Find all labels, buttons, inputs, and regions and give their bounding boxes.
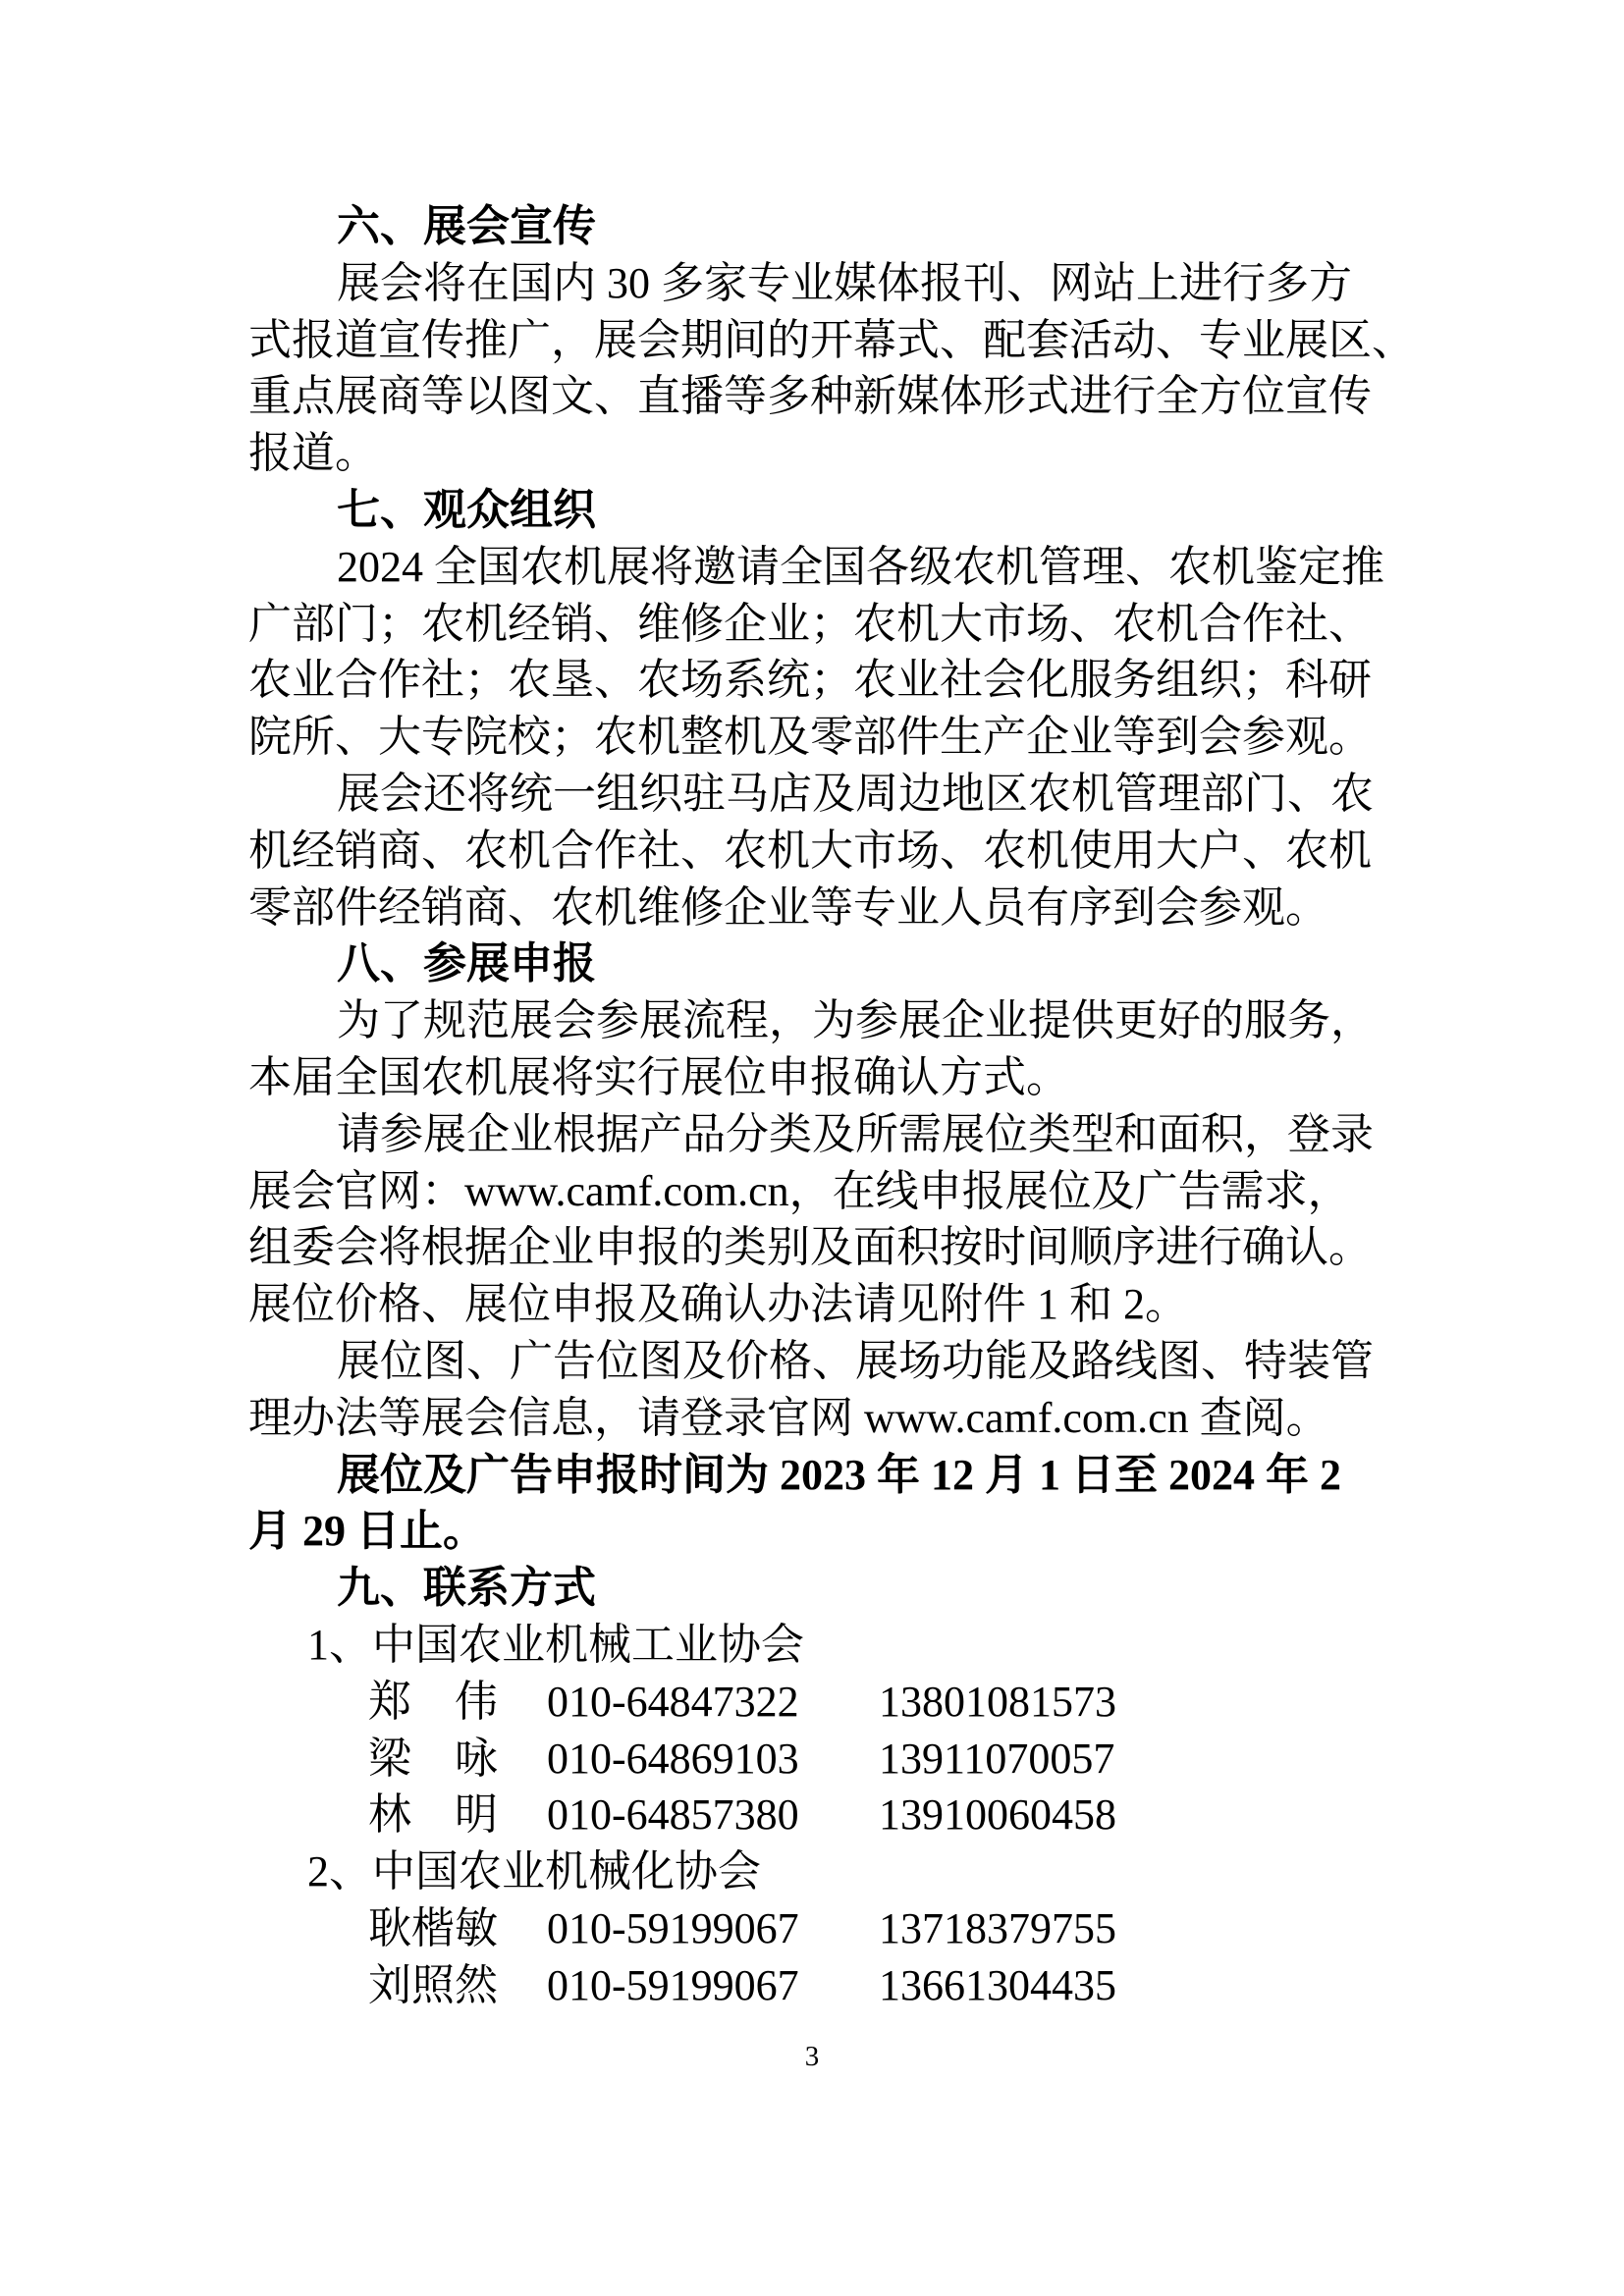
text-line: 为了规范展会参展流程，为参展企业提供更好的服务， [337, 996, 1374, 1045]
section-heading: 六、展会宣传 [337, 202, 596, 250]
contact-row [248, 1900, 1378, 1957]
text-line: 本届全国农机展将实行展位申报确认方式。 [248, 1052, 1069, 1101]
section-heading: 九、联系方式 [337, 1564, 596, 1613]
text-line: 机经销商、农机合作社、农机大市场、农机使用大户、农机 [248, 826, 1372, 875]
text-line: 2024 全国农机展将邀请全国各级农机管理、农机鉴定推 [337, 542, 1384, 591]
section-heading: 七、观众组织 [337, 485, 596, 534]
text-line: 重点展商等以图文、直播等多种新媒体形式进行全方位宣传 [248, 372, 1372, 421]
contact-mobile: 13718379755 [879, 1903, 1116, 1952]
contact-name: 梁 咏 [368, 1734, 498, 1783]
text-line: 式报道宣传推广，展会期间的开幕式、配套活动、专业展区、 [248, 315, 1415, 364]
text-line: 月 29 日止。 [248, 1507, 486, 1556]
text-line: 理办法等展会信息，请登录官网 www.camf.com.cn 查阅。 [248, 1393, 1329, 1442]
text-line: 展会将在国内 30 多家专业媒体报刊、网站上进行多方 [337, 258, 1352, 307]
contact-row [248, 1674, 1378, 1731]
page-number: 3 [804, 2041, 820, 2072]
text-line: 广部门；农机经销、维修企业；农机大市场、农机合作社、 [248, 599, 1372, 648]
contact-row [248, 1957, 1378, 2014]
text-line: 零部件经销商、农机维修企业等专业人员有序到会参观。 [248, 882, 1328, 932]
text-line: 农业合作社；农垦、农场系统；农业社会化服务组织；科研 [248, 656, 1372, 705]
text-line: 请参展企业根据产品分类及所需展位类型和面积，登录 [337, 1109, 1374, 1158]
text-line: 展位及广告申报时间为 2023 年 12 月 1 日至 2024 年 2 [337, 1450, 1341, 1499]
contact-name: 林 明 [368, 1790, 498, 1840]
text-line: 展位图、广告位图及价格、展场功能及路线图、特装管 [337, 1336, 1374, 1385]
contact-phone: 010-64847322 [547, 1677, 799, 1726]
contact-name: 刘照然 [368, 1960, 498, 2009]
document-body [248, 198, 1415, 2014]
text-line: 院所、大专院校；农机整机及零部件生产企业等到会参观。 [248, 713, 1372, 762]
contact-name: 耿楷敏 [368, 1903, 498, 1952]
list-item-line: 1、中国农业机械工业协会 [307, 1620, 804, 1669]
contact-mobile: 13910060458 [879, 1790, 1116, 1840]
text-line: 展位价格、展位申报及确认办法请见附件 1 和 2。 [248, 1280, 1188, 1329]
contact-phone: 010-59199067 [547, 1903, 799, 1952]
contact-name: 郑 伟 [368, 1677, 498, 1726]
text-line: 展会还将统一组织驻马店及周边地区农机管理部门、农 [337, 769, 1374, 818]
list-item-line: 2、中国农业机械化协会 [307, 1847, 761, 1896]
contact-mobile: 13911070057 [879, 1734, 1115, 1783]
contact-row [248, 1787, 1378, 1843]
text-line: 组委会将根据企业申报的类别及面积按时间顺序进行确认。 [248, 1223, 1372, 1272]
contact-phone: 010-64869103 [547, 1734, 799, 1783]
contact-mobile: 13661304435 [879, 1960, 1116, 2009]
section-heading: 八、参展申报 [337, 939, 596, 988]
contact-phone: 010-59199067 [547, 1960, 799, 2009]
contact-phone: 010-64857380 [547, 1790, 799, 1840]
contact-row [248, 1731, 1378, 1788]
text-line: 展会官网：www.camf.com.cn，在线申报展位及广告需求， [248, 1166, 1351, 1215]
text-line: 报道。 [248, 429, 378, 478]
contact-mobile: 13801081573 [879, 1677, 1116, 1726]
